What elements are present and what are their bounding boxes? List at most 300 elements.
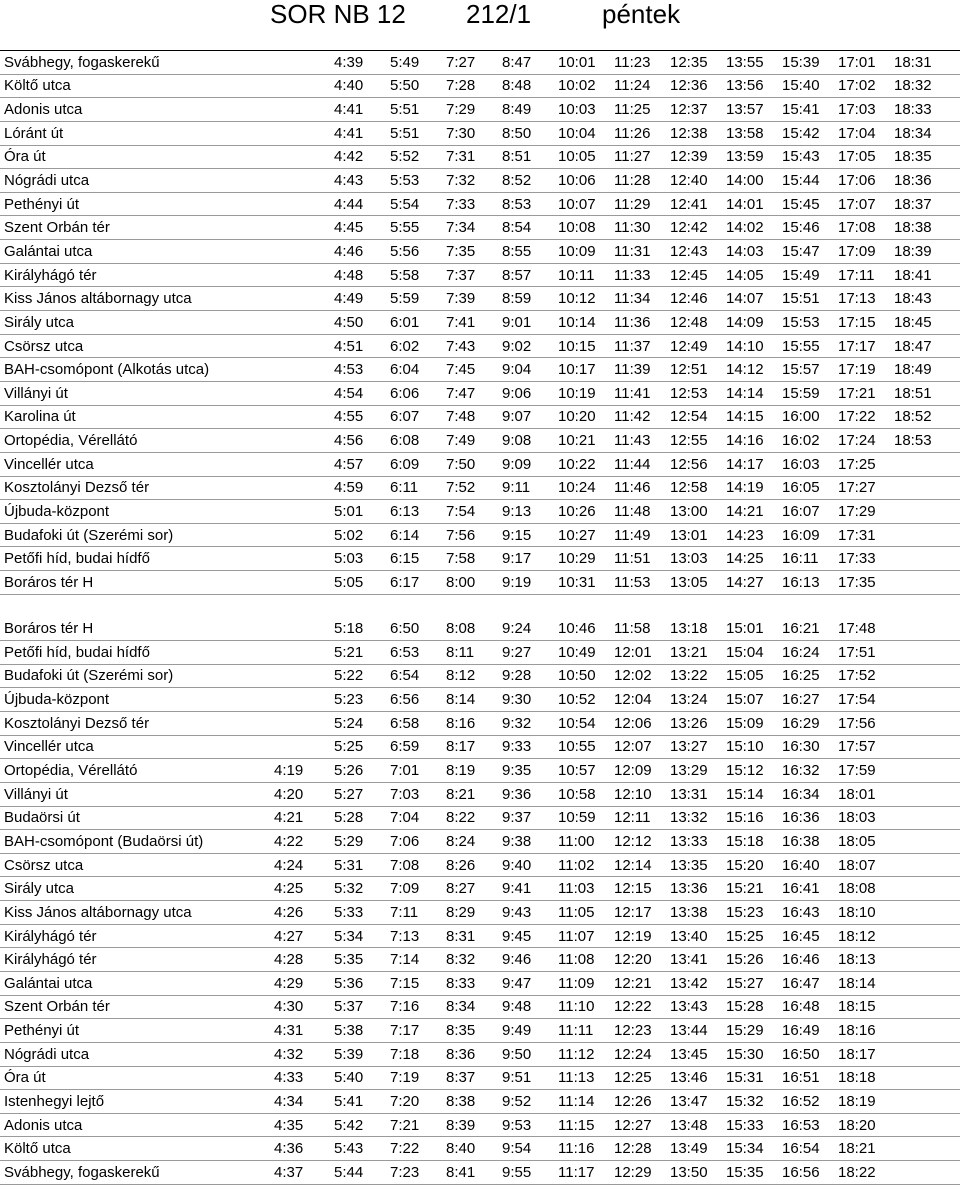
departure-time: 4:57 [330, 452, 386, 476]
departure-time: 10:31 [554, 571, 610, 595]
stop-name: Villányi út [0, 381, 270, 405]
departure-time: 12:42 [666, 216, 722, 240]
departure-time: 6:53 [386, 641, 442, 665]
departure-time: 14:27 [722, 571, 778, 595]
departure-time: 10:17 [554, 358, 610, 382]
departure-time [890, 948, 960, 972]
departure-time: 5:23 [330, 688, 386, 712]
departure-time: 13:44 [666, 1019, 722, 1043]
departure-time: 4:27 [270, 924, 330, 948]
line-name: SOR NB 12 [270, 0, 406, 29]
table-row [0, 641, 960, 665]
departure-time: 17:03 [834, 98, 890, 122]
departure-time: 17:25 [834, 452, 890, 476]
departure-time: 17:24 [834, 429, 890, 453]
departure-time: 16:52 [778, 1090, 834, 1114]
departure-time: 13:03 [666, 547, 722, 571]
departure-time: 12:24 [610, 1042, 666, 1066]
departure-time: 12:55 [666, 429, 722, 453]
departure-time: 7:19 [386, 1066, 442, 1090]
departure-time: 14:14 [722, 381, 778, 405]
table-row [0, 74, 960, 98]
stop-name: Pethényi út [0, 1019, 270, 1043]
table-row [0, 924, 960, 948]
departure-time: 5:22 [330, 664, 386, 688]
departure-time: 12:56 [666, 452, 722, 476]
departure-time: 12:58 [666, 476, 722, 500]
departure-time: 7:17 [386, 1019, 442, 1043]
departure-time: 15:09 [722, 711, 778, 735]
departure-time: 18:38 [890, 216, 960, 240]
departure-time [890, 759, 960, 783]
departure-time: 16:05 [778, 476, 834, 500]
departure-time: 8:27 [442, 877, 498, 901]
departure-time: 10:26 [554, 500, 610, 524]
departure-time: 8:26 [442, 853, 498, 877]
departure-time: 7:58 [442, 547, 498, 571]
stop-name: Óra út [0, 1066, 270, 1090]
departure-time [890, 617, 960, 640]
stop-name: Galántai utca [0, 971, 270, 995]
departure-time: 17:52 [834, 664, 890, 688]
table-row [0, 971, 960, 995]
departure-time: 5:02 [330, 523, 386, 547]
departure-time: 6:59 [386, 735, 442, 759]
departure-time: 7:56 [442, 523, 498, 547]
departure-time: 9:36 [498, 782, 554, 806]
departure-time: 10:59 [554, 806, 610, 830]
departure-time: 15:01 [722, 617, 778, 640]
stop-name: Ortopédia, Vérellátó [0, 429, 270, 453]
departure-time: 12:04 [610, 688, 666, 712]
departure-time: 6:08 [386, 429, 442, 453]
departure-time: 7:16 [386, 995, 442, 1019]
departure-time: 6:11 [386, 476, 442, 500]
departure-time: 7:33 [442, 192, 498, 216]
departure-time: 5:27 [330, 782, 386, 806]
departure-time: 15:20 [722, 853, 778, 877]
departure-time: 17:17 [834, 334, 890, 358]
departure-time: 9:15 [498, 523, 554, 547]
departure-time: 12:20 [610, 948, 666, 972]
departure-time: 4:21 [270, 806, 330, 830]
departure-time: 16:32 [778, 759, 834, 783]
table-row [0, 735, 960, 759]
departure-time: 9:02 [498, 334, 554, 358]
departure-time [890, 853, 960, 877]
table-row [0, 121, 960, 145]
departure-time: 8:57 [498, 263, 554, 287]
stop-name: Budafoki út (Szerémi sor) [0, 664, 270, 688]
departure-time: 11:03 [554, 877, 610, 901]
departure-time: 8:36 [442, 1042, 498, 1066]
departure-time: 18:51 [890, 381, 960, 405]
departure-time: 4:36 [270, 1137, 330, 1161]
stop-name: Nógrádi utca [0, 1042, 270, 1066]
departure-time: 9:33 [498, 735, 554, 759]
departure-time: 8:34 [442, 995, 498, 1019]
departure-time: 18:36 [890, 169, 960, 193]
stop-name: Nógrádi utca [0, 169, 270, 193]
departure-time: 18:31 [890, 51, 960, 75]
departure-time: 10:50 [554, 664, 610, 688]
departure-time: 12:43 [666, 240, 722, 264]
departure-time: 4:28 [270, 948, 330, 972]
departure-time: 15:49 [778, 263, 834, 287]
departure-time: 8:50 [498, 121, 554, 145]
table-row [0, 877, 960, 901]
departure-time: 17:07 [834, 192, 890, 216]
table-row [0, 381, 960, 405]
stop-name: Újbuda-központ [0, 688, 270, 712]
departure-time [270, 169, 330, 193]
departure-time: 7:08 [386, 853, 442, 877]
departure-time: 10:06 [554, 169, 610, 193]
departure-time: 5:55 [386, 216, 442, 240]
table-row [0, 405, 960, 429]
departure-time: 7:23 [386, 1161, 442, 1185]
departure-time: 15:55 [778, 334, 834, 358]
departure-time: 18:19 [834, 1090, 890, 1114]
departure-time [890, 735, 960, 759]
departure-time: 5:05 [330, 571, 386, 595]
departure-time: 11:15 [554, 1113, 610, 1137]
departure-time: 12:28 [610, 1137, 666, 1161]
departure-time: 6:15 [386, 547, 442, 571]
departure-time: 17:19 [834, 358, 890, 382]
departure-time: 16:43 [778, 901, 834, 925]
departure-time: 18:39 [890, 240, 960, 264]
departure-time: 16:48 [778, 995, 834, 1019]
departure-time: 8:16 [442, 711, 498, 735]
departure-time: 17:29 [834, 500, 890, 524]
departure-time: 8:55 [498, 240, 554, 264]
departure-time: 18:01 [834, 782, 890, 806]
departure-time: 13:42 [666, 971, 722, 995]
stop-name: Petőfi híd, budai hídfő [0, 547, 270, 571]
departure-time: 16:07 [778, 500, 834, 524]
departure-time: 15:40 [778, 74, 834, 98]
departure-time: 11:44 [610, 452, 666, 476]
departure-time: 5:44 [330, 1161, 386, 1185]
departure-time: 5:35 [330, 948, 386, 972]
stop-name: Karolina út [0, 405, 270, 429]
departure-time: 13:55 [722, 51, 778, 75]
departure-time: 13:40 [666, 924, 722, 948]
stop-name: Budaörsi út [0, 806, 270, 830]
departure-time: 11:48 [610, 500, 666, 524]
departure-time: 17:51 [834, 641, 890, 665]
departure-time: 5:52 [386, 145, 442, 169]
departure-time: 6:14 [386, 523, 442, 547]
departure-time: 9:46 [498, 948, 554, 972]
departure-time [270, 405, 330, 429]
departure-time: 18:18 [834, 1066, 890, 1090]
departure-time [270, 617, 330, 640]
departure-time: 12:10 [610, 782, 666, 806]
stop-name: Szent Orbán tér [0, 995, 270, 1019]
table-row [0, 830, 960, 854]
departure-time: 14:05 [722, 263, 778, 287]
departure-time: 11:17 [554, 1161, 610, 1185]
departure-time: 16:34 [778, 782, 834, 806]
stop-name: Kosztolányi Dezső tér [0, 711, 270, 735]
departure-time: 8:11 [442, 641, 498, 665]
table-row [0, 759, 960, 783]
departure-time: 5:34 [330, 924, 386, 948]
departure-time: 8:39 [442, 1113, 498, 1137]
stop-name: Ortopédia, Vérellátó [0, 759, 270, 783]
stop-name: Kiss János altábornagy utca [0, 901, 270, 925]
departure-time: 4:55 [330, 405, 386, 429]
departure-time [890, 1113, 960, 1137]
departure-time: 12:35 [666, 51, 722, 75]
departure-time: 9:28 [498, 664, 554, 688]
departure-time: 8:24 [442, 830, 498, 854]
page-title [0, 0, 960, 40]
departure-time: 13:49 [666, 1137, 722, 1161]
departure-time: 10:09 [554, 240, 610, 264]
table-row [0, 311, 960, 335]
departure-time [890, 971, 960, 995]
departure-time: 5:29 [330, 830, 386, 854]
departure-time: 15:44 [778, 169, 834, 193]
stop-name: Kosztolányi Dezső tér [0, 476, 270, 500]
stop-name: Királyhágó tér [0, 924, 270, 948]
departure-time: 18:13 [834, 948, 890, 972]
stop-name: Budafoki út (Szerémi sor) [0, 523, 270, 547]
departure-time: 17:27 [834, 476, 890, 500]
departure-time: 12:14 [610, 853, 666, 877]
departure-time: 7:15 [386, 971, 442, 995]
departure-time: 18:16 [834, 1019, 890, 1043]
departure-time: 7:21 [386, 1113, 442, 1137]
departure-time: 17:22 [834, 405, 890, 429]
departure-time: 16:41 [778, 877, 834, 901]
departure-time: 6:56 [386, 688, 442, 712]
departure-time: 12:54 [666, 405, 722, 429]
departure-time: 8:21 [442, 782, 498, 806]
departure-time: 15:18 [722, 830, 778, 854]
departure-time: 11:37 [610, 334, 666, 358]
departure-time: 8:47 [498, 51, 554, 75]
departure-time: 13:33 [666, 830, 722, 854]
departure-time: 4:56 [330, 429, 386, 453]
departure-time: 15:16 [722, 806, 778, 830]
departure-time: 15:51 [778, 287, 834, 311]
stop-name: BAH-csomópont (Budaörsi út) [0, 830, 270, 854]
departure-time [890, 523, 960, 547]
departure-time: 5:43 [330, 1137, 386, 1161]
departure-time: 13:43 [666, 995, 722, 1019]
departure-time: 10:46 [554, 617, 610, 640]
departure-time: 15:07 [722, 688, 778, 712]
departure-time: 11:31 [610, 240, 666, 264]
departure-time: 14:15 [722, 405, 778, 429]
departure-time: 11:00 [554, 830, 610, 854]
departure-time: 13:21 [666, 641, 722, 665]
departure-time: 13:45 [666, 1042, 722, 1066]
departure-time: 12:06 [610, 711, 666, 735]
departure-time: 14:23 [722, 523, 778, 547]
departure-time: 18:37 [890, 192, 960, 216]
departure-time [890, 1161, 960, 1185]
section-separator [0, 594, 960, 617]
departure-time: 7:39 [442, 287, 498, 311]
departure-time: 10:29 [554, 547, 610, 571]
stop-name: Galántai utca [0, 240, 270, 264]
stop-name: Sirály utca [0, 311, 270, 335]
departure-time: 11:26 [610, 121, 666, 145]
departure-time: 15:59 [778, 381, 834, 405]
departure-time: 15:33 [722, 1113, 778, 1137]
table-row [0, 1019, 960, 1043]
departure-time: 18:53 [890, 429, 960, 453]
departure-time [270, 641, 330, 665]
departure-time: 6:54 [386, 664, 442, 688]
departure-time: 10:14 [554, 311, 610, 335]
departure-time: 5:18 [330, 617, 386, 640]
departure-time: 10:01 [554, 51, 610, 75]
table-row [0, 688, 960, 712]
departure-time: 6:13 [386, 500, 442, 524]
departure-time: 9:08 [498, 429, 554, 453]
departure-time: 17:54 [834, 688, 890, 712]
departure-time: 11:24 [610, 74, 666, 98]
departure-time: 7:14 [386, 948, 442, 972]
departure-time: 16:29 [778, 711, 834, 735]
departure-time [890, 476, 960, 500]
departure-time: 18:32 [890, 74, 960, 98]
departure-time: 8:53 [498, 192, 554, 216]
departure-time: 11:39 [610, 358, 666, 382]
departure-time: 15:42 [778, 121, 834, 145]
departure-time [270, 121, 330, 145]
departure-time: 4:54 [330, 381, 386, 405]
departure-time: 12:49 [666, 334, 722, 358]
departure-time: 9:11 [498, 476, 554, 500]
stop-name: Királyhágó tér [0, 263, 270, 287]
departure-time: 11:12 [554, 1042, 610, 1066]
departure-time [890, 1019, 960, 1043]
departure-time: 10:52 [554, 688, 610, 712]
departure-time: 11:34 [610, 287, 666, 311]
departure-time: 7:41 [442, 311, 498, 335]
departure-time: 4:59 [330, 476, 386, 500]
departure-time: 7:04 [386, 806, 442, 830]
departure-time: 4:34 [270, 1090, 330, 1114]
departure-time [270, 334, 330, 358]
departure-time: 17:02 [834, 74, 890, 98]
departure-time: 12:12 [610, 830, 666, 854]
departure-time: 12:19 [610, 924, 666, 948]
departure-time: 4:44 [330, 192, 386, 216]
departure-time: 15:32 [722, 1090, 778, 1114]
departure-time: 10:55 [554, 735, 610, 759]
departure-time: 8:14 [442, 688, 498, 712]
departure-time: 18:22 [834, 1161, 890, 1185]
departure-time: 9:52 [498, 1090, 554, 1114]
departure-time: 4:26 [270, 901, 330, 925]
departure-time [270, 240, 330, 264]
departure-time [890, 688, 960, 712]
departure-time: 15:25 [722, 924, 778, 948]
table-row [0, 995, 960, 1019]
departure-time: 18:34 [890, 121, 960, 145]
departure-time: 13:29 [666, 759, 722, 783]
departure-time: 8:17 [442, 735, 498, 759]
departure-time [270, 287, 330, 311]
departure-time: 8:59 [498, 287, 554, 311]
departure-time: 13:56 [722, 74, 778, 98]
stop-name: Svábhegy, fogaskerekű [0, 1161, 270, 1185]
departure-time: 15:05 [722, 664, 778, 688]
departure-time: 7:11 [386, 901, 442, 925]
departure-time: 12:37 [666, 98, 722, 122]
departure-time [890, 1066, 960, 1090]
table-row [0, 523, 960, 547]
departure-time: 8:32 [442, 948, 498, 972]
departure-time: 5:50 [386, 74, 442, 98]
table-row [0, 547, 960, 571]
departure-time: 9:04 [498, 358, 554, 382]
departure-time: 7:47 [442, 381, 498, 405]
departure-time: 15:04 [722, 641, 778, 665]
departure-time: 10:20 [554, 405, 610, 429]
departure-time: 8:19 [442, 759, 498, 783]
departure-time: 7:06 [386, 830, 442, 854]
departure-time: 5:25 [330, 735, 386, 759]
departure-time: 9:38 [498, 830, 554, 854]
departure-time: 7:03 [386, 782, 442, 806]
stop-name: Szent Orbán tér [0, 216, 270, 240]
departure-time: 10:03 [554, 98, 610, 122]
departure-time: 16:11 [778, 547, 834, 571]
departure-time: 12:51 [666, 358, 722, 382]
departure-time [270, 664, 330, 688]
departure-time: 7:43 [442, 334, 498, 358]
departure-time: 10:54 [554, 711, 610, 735]
table-row [0, 948, 960, 972]
departure-time: 7:09 [386, 877, 442, 901]
departure-time: 5:49 [386, 51, 442, 75]
stop-name: BAH-csomópont (Alkotás utca) [0, 358, 270, 382]
departure-time: 10:19 [554, 381, 610, 405]
departure-time: 4:33 [270, 1066, 330, 1090]
departure-time: 11:08 [554, 948, 610, 972]
stop-name: Költő utca [0, 1137, 270, 1161]
departure-time: 17:59 [834, 759, 890, 783]
stop-name: Óra út [0, 145, 270, 169]
departure-time: 5:53 [386, 169, 442, 193]
departure-time: 11:42 [610, 405, 666, 429]
departure-time: 14:02 [722, 216, 778, 240]
table-row [0, 853, 960, 877]
table-row [0, 334, 960, 358]
departure-time: 9:07 [498, 405, 554, 429]
departure-time: 13:47 [666, 1090, 722, 1114]
departure-time: 14:09 [722, 311, 778, 335]
departure-time [270, 476, 330, 500]
departure-time [890, 1090, 960, 1114]
departure-time [270, 358, 330, 382]
timetable [0, 50, 960, 1185]
departure-time: 4:42 [330, 145, 386, 169]
departure-time: 8:00 [442, 571, 498, 595]
departure-time: 12:29 [610, 1161, 666, 1185]
departure-time: 8:33 [442, 971, 498, 995]
departure-time: 10:22 [554, 452, 610, 476]
